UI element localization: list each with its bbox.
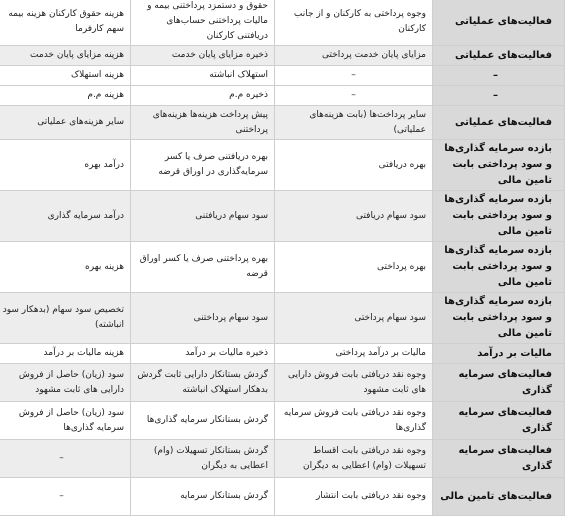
balance-account-cell: سود سهام پرداختنی (131, 293, 275, 344)
balance-account-cell: گردش بستانکار تسهیلات (وام) اعطایی به دیگران (131, 440, 275, 478)
balance-account-cell: ذخیره مزایای پایان خدمت (131, 46, 275, 66)
income-item-cell: هزینه بهره (0, 242, 131, 293)
table-row (0, 0, 565, 46)
table-row (0, 242, 565, 293)
category-cell: – (433, 66, 565, 86)
cash-item-cell: – (275, 66, 433, 86)
balance-account-cell: ذخیره مالیات بر درآمد (131, 344, 275, 364)
balance-account-cell: حقوق و دستمزد پرداختنی بیمه و مالیات پرداختنی حساب‌های دریافتنی کارکنان (131, 0, 275, 46)
table-row (0, 402, 565, 440)
income-item-cell: هزینه حقوق کارکنان هزینه بیمه سهم کارفرما (0, 0, 131, 46)
income-item-cell: تخصیص سود سهام (بدهکار سود انباشته) (0, 293, 131, 344)
category-cell: فعالیت‌های سرمایه گذاری (433, 402, 565, 440)
table-row (0, 191, 565, 242)
table-row (0, 86, 565, 106)
cash-item-cell: سود سهام دریافتی (275, 191, 433, 242)
income-item-cell: سود (زیان) حاصل از فروش سرمایه گذاری‌ها (0, 402, 131, 440)
cash-item-cell: – (275, 86, 433, 106)
balance-account-cell: سود سهام دریافتنی (131, 191, 275, 242)
table-row (0, 140, 565, 191)
income-item-cell: درآمد سرمایه گذاری (0, 191, 131, 242)
table-row (0, 440, 565, 478)
category-cell: فعالیت‌های عملیاتی (433, 0, 565, 46)
cash-item-cell: بهره پرداختی (275, 242, 433, 293)
category-cell: بازده سرمایه گذاری‌ها و سود پرداختی بابت تامین مالی (433, 191, 565, 242)
category-cell: – (433, 86, 565, 106)
balance-account-cell: ذخیره م.م (131, 86, 275, 106)
balance-account-cell: پیش پرداخت هزینه‌ها هزینه‌های پرداختنی (131, 106, 275, 140)
table-row (0, 106, 565, 140)
category-cell: فعالیت‌های عملیاتی (433, 106, 565, 140)
income-item-cell: هزینه م.م (0, 86, 131, 106)
cash-item-cell: وجوه نقد دریافتی بابت اقساط تسهیلات (وام) اعطایی به دیگران (275, 440, 433, 478)
income-item-cell: – (0, 440, 131, 478)
cash-item-cell: وجوه نقد دریافتی بابت انتشار (275, 478, 433, 516)
cash-item-cell: وجوه نقد دریافتی بابت فروش دارایی های ثابت مشهود (275, 364, 433, 402)
category-cell: فعالیت‌های سرمایه گذاری (433, 440, 565, 478)
balance-account-cell: بهره پرداختنی صرف یا کسر اوراق قرضه (131, 242, 275, 293)
income-item-cell: سود (زیان) حاصل از فروش دارایی های ثابت مشهود (0, 364, 131, 402)
balance-account-cell: گردش بستانکار دارایی ثابت گردش بدهکار استهلاک انباشته (131, 364, 275, 402)
balance-account-cell: بهره دریافتنی صرف یا کسر سرمایه‌گذاری در اوراق قرضه (131, 140, 275, 191)
table-row (0, 66, 565, 86)
income-item-cell: هزینه مالیات بر درآمد (0, 344, 131, 364)
cash-item-cell: بهره دریافتی (275, 140, 433, 191)
income-item-cell: سایر هزینه‌های عملیاتی (0, 106, 131, 140)
category-cell: فعالیت‌های سرمایه گذاری (433, 364, 565, 402)
income-item-cell: – (0, 478, 131, 516)
cash-item-cell: مالیات بر درآمد پرداختی (275, 344, 433, 364)
table-row (0, 478, 565, 516)
cash-item-cell: سود سهام پرداختی (275, 293, 433, 344)
income-item-cell: درآمد بهره (0, 140, 131, 191)
category-cell: بازده سرمایه گذاری‌ها و سود پرداختی بابت تامین مالی (433, 293, 565, 344)
income-item-cell: هزینه استهلاک (0, 66, 131, 86)
income-item-cell: هزینه مزایای پایان خدمت (0, 46, 131, 66)
category-cell: فعالیت‌های عملیاتی (433, 46, 565, 66)
category-cell: فعالیت‌های تامین مالی (433, 478, 565, 516)
cash-item-cell: مزایای پایان خدمت پرداختی (275, 46, 433, 66)
cash-item-cell: وجوه نقد دریافتی بابت فروش سرمایه گذاری‌ها (275, 402, 433, 440)
category-cell: مالیات بر درآمد (433, 344, 565, 364)
balance-account-cell: گردش بستانکار سرمایه گذاری‌ها (131, 402, 275, 440)
table-row (0, 344, 565, 364)
category-cell: بازده سرمایه گذاری‌ها و سود پرداختی بابت تامین مالی (433, 242, 565, 293)
cash-item-cell: وجوه پرداختی به کارکنان و از جانب کارکنان (275, 0, 433, 46)
balance-account-cell: گردش بستانکار سرمایه (131, 478, 275, 516)
cash-item-cell: سایر پرداخت‌ها (بابت هزینه‌های عملیاتی) (275, 106, 433, 140)
balance-account-cell: استهلاک انباشته (131, 66, 275, 86)
table-row (0, 364, 565, 402)
table-row (0, 293, 565, 344)
category-cell: بازده سرمایه گذاری‌ها و سود پرداختی بابت تامین مالی (433, 140, 565, 191)
table-row (0, 46, 565, 66)
